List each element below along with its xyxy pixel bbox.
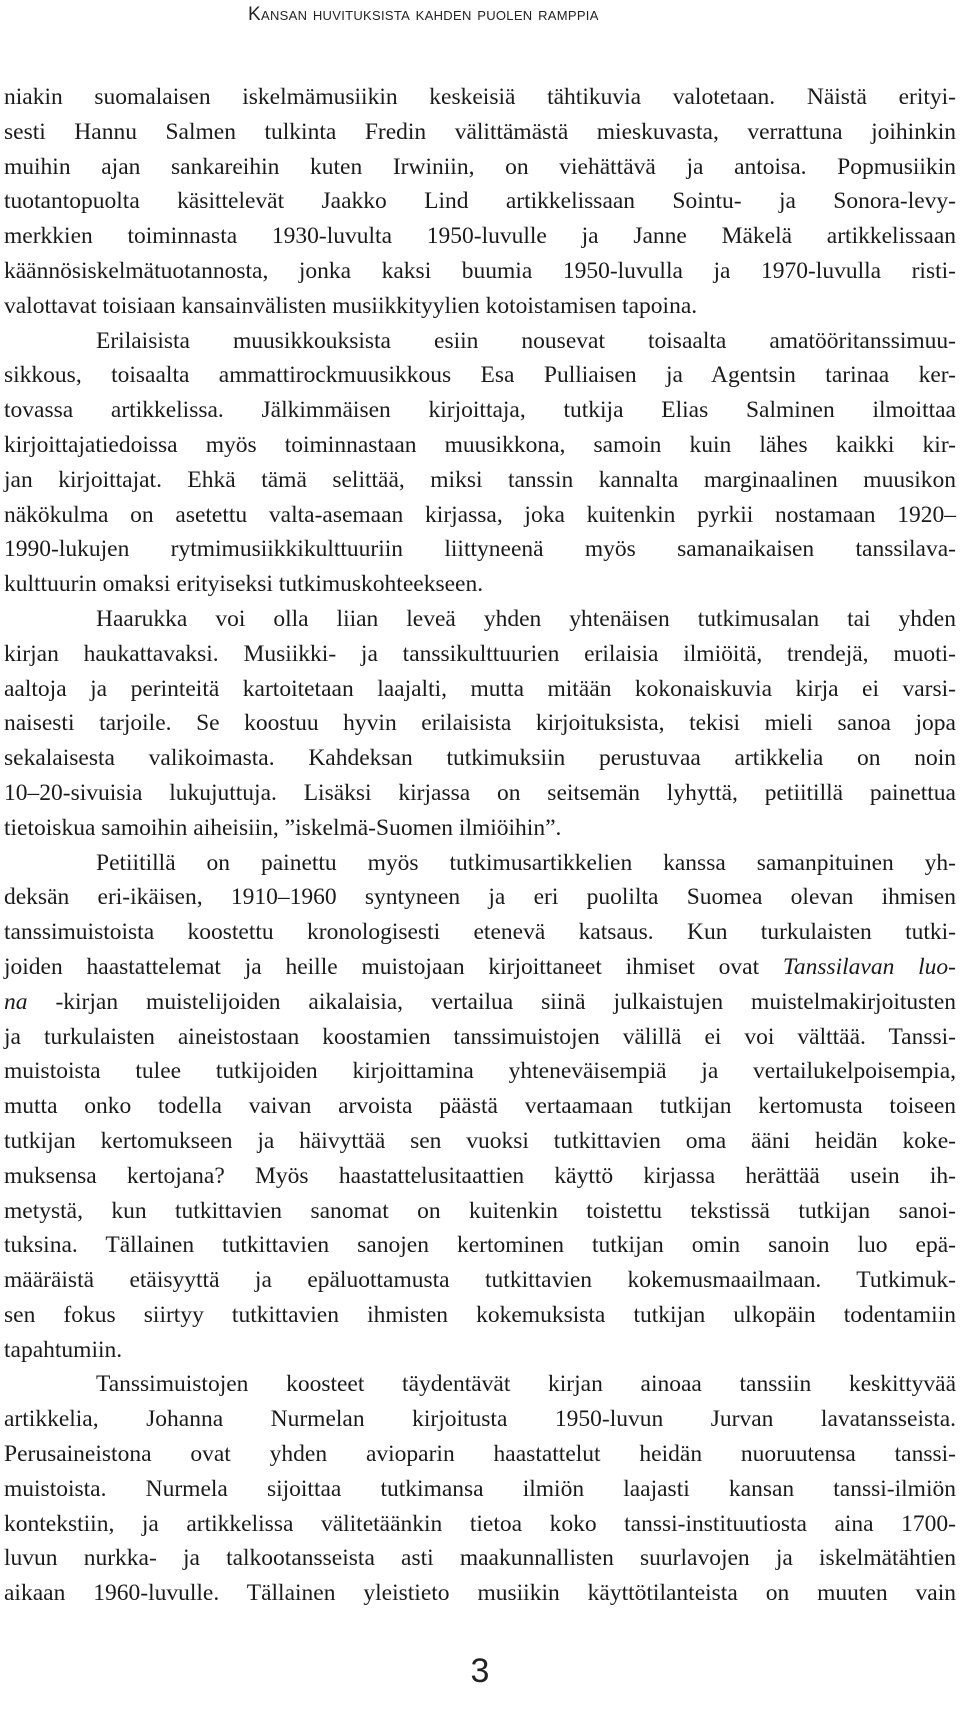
text-line [4,950,956,985]
text-line: mutta onko todella vaivan arvoista päästä vertaamaan tutkijan kertomusta toiseen [4,1093,956,1120]
text-line: kirjoittajatiedoissa myös toiminnastaan muusikkona, samoin kuin lähes kaikki kir- [4,431,956,458]
text-line: Tanssimuistojen koosteet täydentävät kirjan ainoaa tanssiin keskittyvää [96,1371,956,1398]
text-line: kontekstiin, ja artikkelissa välitetäänkin tietoa koko tanssi-instituutiosta aina 1700- [4,1510,956,1537]
text-line: Perusaineistona ovat yhden avioparin haastattelut heidän nuoruutensa tanssi- [4,1441,956,1468]
text-line: kulttuurin omaksi erityiseksi tutkimuskohteekseen. [4,571,484,598]
text-line: tutkijan kertomukseen ja häivyttää sen vuoksi tutkittavien oma ääni heidän koke- [4,1127,956,1154]
text-line: aaltoja ja perinteitä kartoitetaan laajalti, mutta mitään kokonaiskuvia kirja ei varsi- [4,675,956,702]
text-line: sikkous, toisaalta ammattirockmuusikkous Esa Pulliaisen ja Agentsin tarinaa ker- [4,362,956,389]
book-title-italic: na [4,988,28,1015]
text-line: sekalaisesta valikoimasta. Kahdeksan tutkimuksiin perustuvaa artikkelia on noin [4,745,956,772]
text-line: 10–20-sivuisia lukujuttuja. Lisäksi kirjassa on seitsemän lyhyttä, petiitillä painettua [4,779,956,806]
text-line: tovassa artikkelissa. Jälkimmäisen kirjoittaja, tutkija Elias Salminen ilmoittaa [4,397,956,424]
text-line: kirjan haukattavaksi. Musiikki- ja tanssikulttuurien erilaisia ilmiöitä, trendejä, muoti- [4,640,956,667]
book-title-italic: Tanssilavan luo- [782,953,957,980]
text-line: tuksina. Tällainen tutkittavien sanojen kertominen tutkijan omin sanoin luo epä- [4,1232,956,1259]
text-line [4,985,956,1020]
text-line: niakin suomalaisen iskelmämusiikin keskeisiä tähtikuvia valotetaan. Näistä erityi- [4,84,956,110]
text-line: Erilaisista muusikkouksista esiin nousevat toisaalta amatööritanssimuu- [96,327,956,354]
running-header [248,4,599,26]
text-line: merkkien toiminnasta 1930-luvulta 1950-luvulle ja Janne Mäkelä artikkelissaan [4,223,956,250]
text-line: luvun nurkka- ja talkootansseista asti maakunnallisten suurlavojen ja iskelmätähtien [4,1545,956,1572]
text-line: näkökulma on asetettu valta-asemaan kirjassa, joka kuitenkin pyrkii nostamaan 1920– [4,501,956,528]
text-line: Haarukka voi olla liian leveä yhden yhtenäisen tutkimusalan tai yhden [96,605,956,632]
text-line: 1990-lukujen rytmimusiikkikulttuuriin liittyneenä myös samanaikaisen tanssilava- [4,536,956,563]
text-line: aikaan 1960-luvulle. Tällainen yleistieto musiikin käyttötilanteista on muuten vain [4,1580,956,1607]
text-line: muistoista tulee tutkijoiden kirjoittamina yhteneväisempiä ja vertailukelpoisempia, [4,1058,956,1085]
text-line: tuotantopuolta käsittelevät Jaakko Lind artikkelissaan Sointu- ja Sonora-levy- [4,188,956,215]
text-line-segment: joiden haastattelemat ja heille muistojaan kirjoittaneet ihmiset ovat [4,953,760,980]
text-line: käännösiskelmätuotannosta, jonka kaksi buumia 1950-luvulla ja 1970-luvulla risti- [4,257,956,284]
text-line: Petiitillä on painettu myös tutkimusartikkelien kanssa samanpituinen yh- [96,849,956,876]
text-line: määräistä etäisyyttä ja epäluottamusta tutkittavien kokemusmaailmaan. Tutkimuk- [4,1267,956,1294]
text-line: sen fokus siirtyy tutkittavien ihmisten kokemuksista tutkijan ulkopäin todentamiin [4,1301,956,1328]
body-text [4,80,956,1611]
text-line: valottavat toisiaan kansainvälisten musiikkityylien kotoistamisen tapoina. [4,292,698,319]
text-line: muistoista. Nurmela sijoittaa tutkimansa ilmiön laajasti kansan tanssi-ilmiön [4,1475,956,1502]
text-line: metystä, kun tutkittavien sanomat on kuitenkin toistettu tekstissä tutkijan sanoi- [4,1197,956,1224]
text-line: naisesti tarjoile. Se koostuu hyvin erilaisista kirjoituksista, tekisi mieli sanoa jopa [4,710,956,737]
text-line: tapahtumiin. [4,1336,123,1363]
text-line-segment: -kirjan muistelijoiden aikalaisia, vertailua siinä julkaistujen muistelmakirjoitusten [55,988,956,1015]
text-line: sesti Hannu Salmen tulkinta Fredin välittämästä mieskuvasta, verrattuna joihinkin [4,118,956,145]
text-line: jan kirjoittajat. Ehkä tämä selittää, miksi tanssin kannalta marginaalinen muusikon [4,466,956,493]
text-line: muksensa kertojana? Myös haastattelusitaattien käyttö kirjassa herättää usein ih- [4,1162,956,1189]
page-number: 3 [470,1652,490,1690]
text-line: artikkelia, Johanna Nurmelan kirjoitusta 1950-luvun Jurvan lavatansseista. [4,1406,956,1433]
running-header-text: Kansan huvituksista kahden puolen ramppia [248,4,599,25]
text-line: tanssimuistoista koostettu kronologisesti etenevä katsaus. Kun turkulaisten tutki- [4,919,956,946]
text-line: muihin ajan sankareihin kuten Irwiniin, on viehättävä ja antoisa. Popmusiikin [4,153,956,180]
text-line: ja turkulaisten aineistostaan koostamien tanssimuistojen välillä ei voi välttää. Tanssi- [4,1023,956,1050]
text-line: tietoiskua samoihin aiheisiin, ”iskelmä-Suomen ilmiöihin”. [4,814,562,841]
text-line: deksän eri-ikäisen, 1910–1960 syntyneen ja eri puolilta Suomea olevan ihmisen [4,884,956,911]
